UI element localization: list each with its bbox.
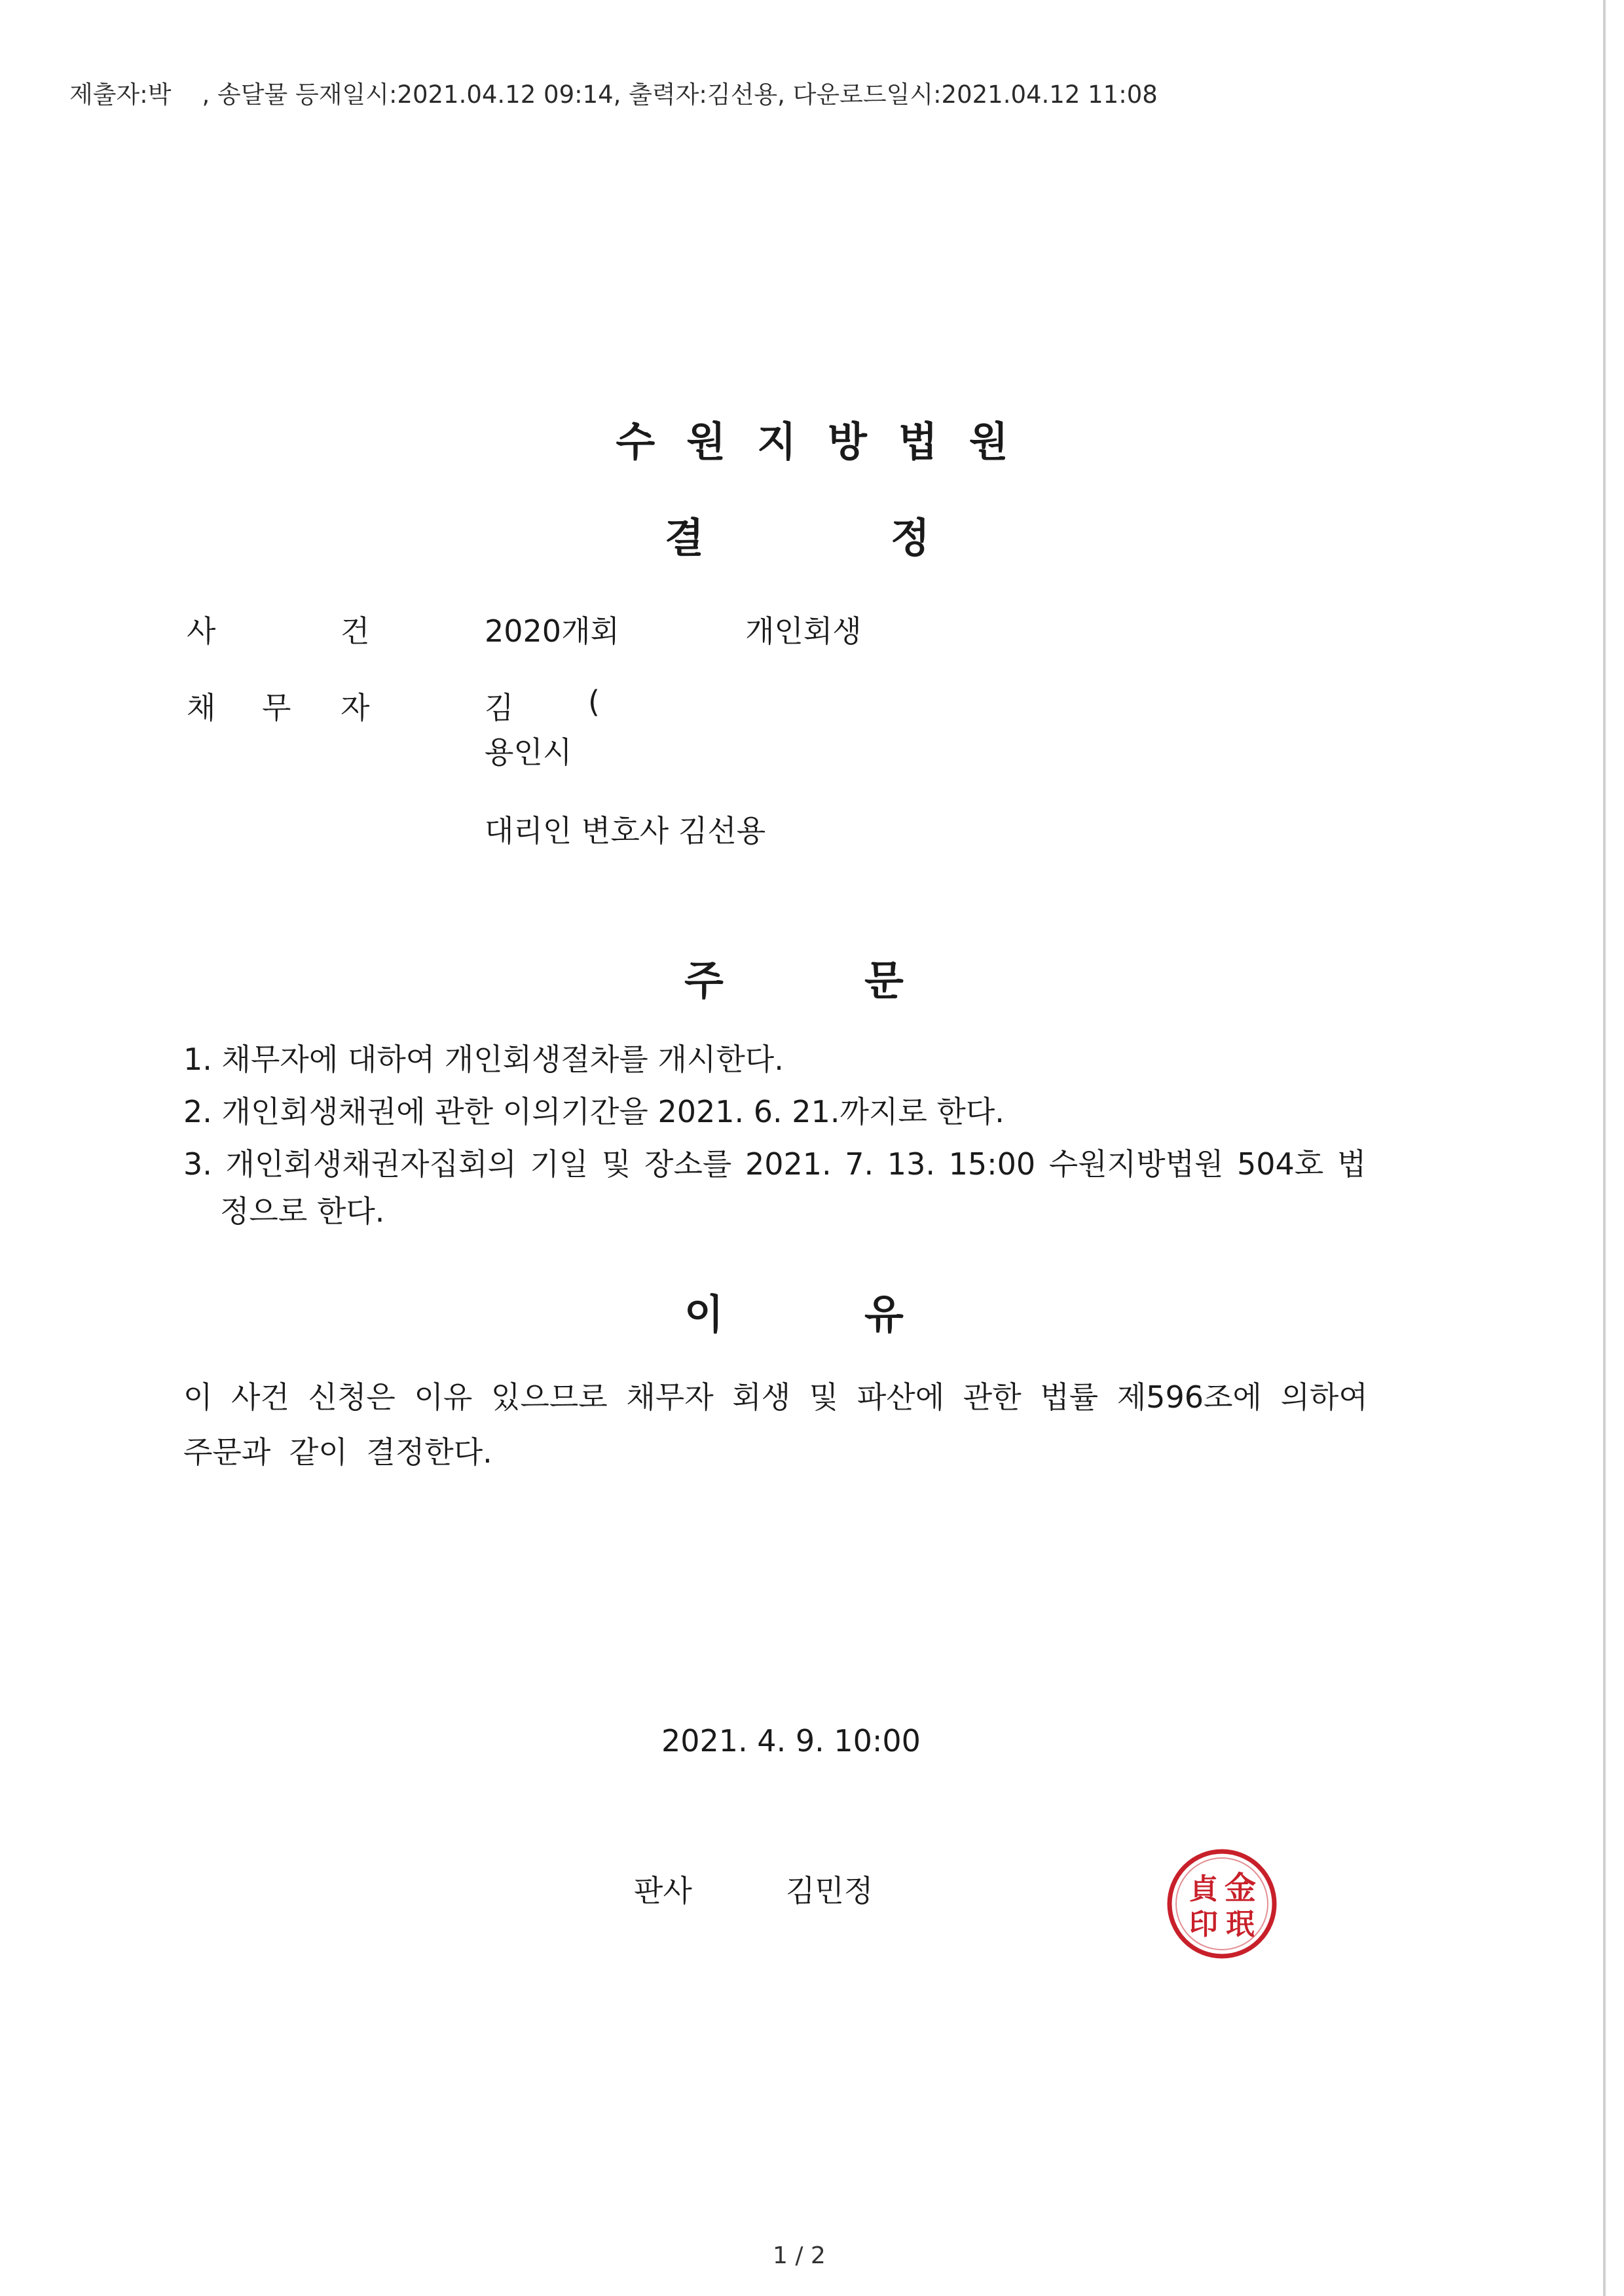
reason-heading-right: 유 bbox=[864, 1290, 904, 1338]
order-item-3: 3. 개인회생채권자집회의 기일 및 장소를 2021. 7. 13. 15:00 수원지방법원 504호 법 bbox=[183, 1146, 1367, 1182]
agent: 대리인 변호사 김선용 bbox=[485, 813, 766, 848]
debtor-label-1: 채 bbox=[187, 690, 216, 725]
case-label-2: 건 bbox=[341, 613, 370, 649]
reason-line-2: 주문과 같이 결정한다. bbox=[183, 1434, 492, 1470]
debtor-paren: ( bbox=[588, 684, 600, 720]
svg-text:珉: 珉 bbox=[1226, 1908, 1255, 1941]
case-type: 개인회생 bbox=[745, 613, 862, 649]
judge-title: 판사 bbox=[634, 1873, 692, 1908]
doc-title-right: 정 bbox=[891, 514, 930, 562]
reason-line-1: 이 사건 신청은 이유 있으므로 채무자 회생 및 파산에 관한 법률 제596조에 의하여 bbox=[183, 1379, 1368, 1415]
order-item-3-cont: 정으로 한다. bbox=[220, 1194, 385, 1229]
debtor-address: 용인시 bbox=[485, 735, 572, 770]
judge-name: 김민정 bbox=[786, 1873, 874, 1908]
court-name: 수원지방법원 bbox=[616, 418, 1040, 465]
decision-datetime: 2021. 4. 9. 10:00 bbox=[661, 1723, 921, 1758]
order-heading-right: 문 bbox=[864, 957, 904, 1004]
page-number: 1 / 2 bbox=[773, 2242, 826, 2269]
svg-text:印: 印 bbox=[1189, 1908, 1218, 1941]
svg-text:貞: 貞 bbox=[1189, 1872, 1218, 1906]
svg-text:金: 金 bbox=[1224, 1870, 1257, 1906]
order-item-2: 2. 개인회생채권에 관한 이의기간을 2021. 6. 21.까지로 한다. bbox=[183, 1094, 1005, 1129]
doc-title-left: 결 bbox=[665, 514, 704, 562]
debtor-name: 김 bbox=[485, 690, 514, 725]
order-heading-left: 주 bbox=[684, 957, 724, 1004]
case-number: 2020개회 bbox=[485, 613, 619, 649]
submission-header: 제출자:박 , 송달물 등재일시:2021.04.12 09:14, 출력자:김선용, 다운로드일시:2021.04.12 11:08 bbox=[69, 81, 1158, 109]
order-item-1: 1. 채무자에 대하여 개인회생절차를 개시한다. bbox=[183, 1042, 784, 1077]
judge-seal-icon bbox=[1163, 1845, 1281, 1963]
scan-edge bbox=[1603, 0, 1606, 2296]
debtor-label-3: 자 bbox=[341, 690, 370, 725]
reason-heading-left: 이 bbox=[684, 1290, 724, 1338]
case-label-1: 사 bbox=[187, 613, 216, 649]
debtor-label-2: 무 bbox=[262, 690, 291, 725]
